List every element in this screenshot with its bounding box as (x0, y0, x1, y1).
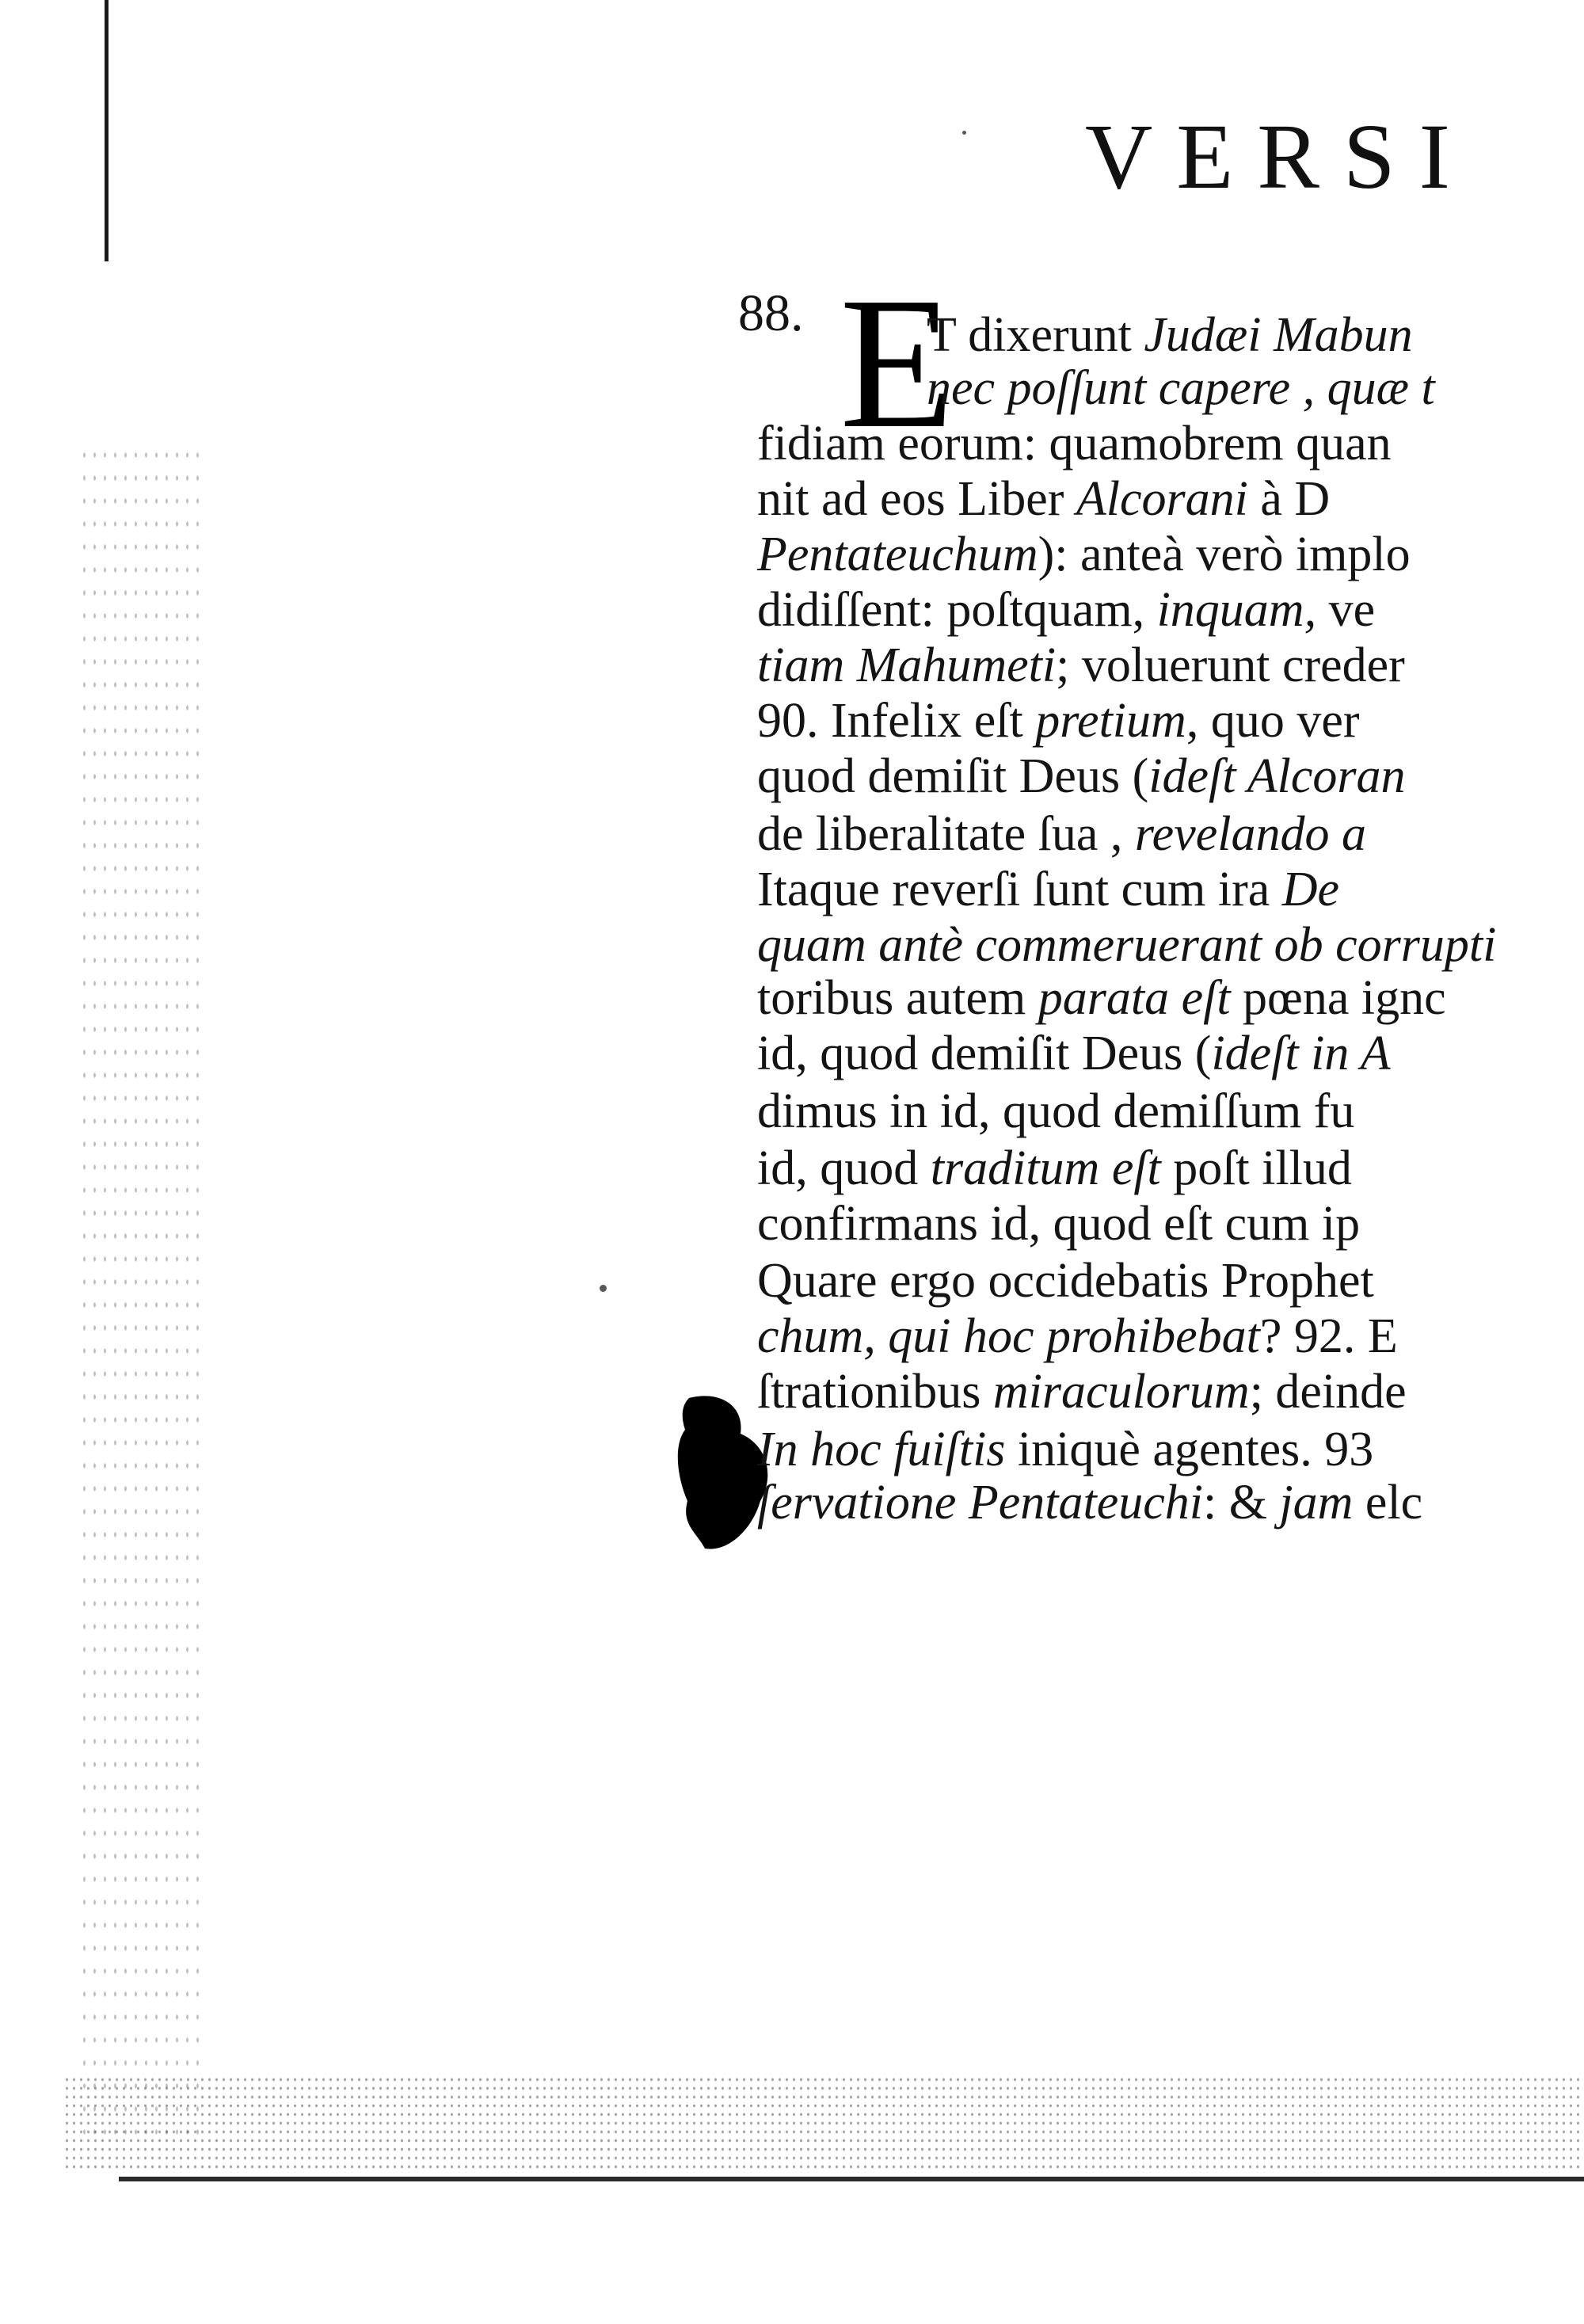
text-line (757, 1253, 1374, 1309)
text-line (757, 1309, 1398, 1365)
text-segment: quam antè commeruerant ob corrupti (757, 918, 1497, 972)
text-segment: Itaque reverſi ſunt cum ira (757, 863, 1282, 916)
text-segment: revelando a (1134, 807, 1366, 861)
text-line (757, 471, 1330, 528)
text-line (757, 1422, 1373, 1478)
text-segment: elc (1353, 1476, 1423, 1530)
text-segment: tiam Mahumeti (757, 638, 1057, 692)
text-segment: ideſt Alcoran (1148, 749, 1406, 803)
text-line (757, 970, 1446, 1027)
bottom-edge-rule (119, 2177, 1584, 2181)
text-segment: inquam, (1156, 583, 1317, 637)
text-segment: iniquè agentes. 93 (1005, 1423, 1374, 1476)
text-line (757, 1084, 1354, 1140)
ink-speck (600, 1285, 607, 1292)
text-segment: parata eſt (1038, 971, 1231, 1025)
text-segment: ideſt in A (1211, 1027, 1391, 1080)
bottom-speckle (63, 2075, 1584, 2170)
text-line (757, 917, 1496, 973)
text-segment: ; voluerunt creder (1056, 638, 1405, 692)
text-segment: confirmans id, quod eſt cum ip (757, 1197, 1361, 1251)
drop-cap: E (840, 259, 955, 467)
text-line (757, 806, 1366, 863)
text-line (757, 1026, 1391, 1082)
text-segment: miraculorum (992, 1365, 1250, 1419)
text-segment: 90. Infelix eſt (757, 694, 1036, 748)
text-segment: à D (1247, 472, 1331, 526)
text-segment: ): anteà verò implo (1038, 528, 1411, 581)
text-segment: Alcorani (1076, 472, 1248, 526)
text-line (757, 416, 1392, 472)
margin-speckle (79, 444, 206, 2147)
text-segment: ve (1316, 583, 1376, 637)
text-line (757, 1196, 1360, 1252)
verse-number: 88. (738, 284, 804, 342)
ink-speck (962, 131, 966, 135)
text-segment: jam (1279, 1476, 1354, 1530)
text-line (927, 360, 1435, 417)
text-line (757, 862, 1339, 918)
text-line (757, 1364, 1407, 1420)
text-segment: fidiam eorum: quamobrem quan (757, 417, 1392, 471)
text-segment: pretium (1035, 694, 1186, 748)
text-segment: Pentateuchum (757, 528, 1038, 581)
text-segment: ſervatione Pentateuchi (757, 1476, 1203, 1530)
text-line (757, 638, 1405, 694)
text-segment: dimus in id, quod demiſſum fu (757, 1084, 1355, 1138)
text-line (757, 1141, 1352, 1197)
text-segment: : & (1202, 1476, 1280, 1530)
text-segment: quod demiſit Deus ( (757, 749, 1149, 803)
text-segment: didiſſent: poſtquam, (757, 583, 1157, 637)
text-segment: ? 92. E (1259, 1309, 1398, 1363)
text-line (757, 527, 1411, 583)
text-segment: In hoc fuiſtis (757, 1423, 1006, 1476)
text-segment: toribus autem (757, 971, 1038, 1025)
text-segment: Judæi Mabun (1144, 308, 1413, 362)
page-heading: VERSI (1085, 105, 1474, 208)
text-segment: poſt illud (1160, 1141, 1352, 1195)
text-segment: Quare ergo occidebatis Prophet (757, 1254, 1374, 1308)
text-segment: T dixerunt (927, 308, 1144, 362)
text-segment: id, quod (757, 1141, 931, 1195)
text-segment: ; deinde (1249, 1365, 1407, 1419)
text-segment: nit ad eos Liber (757, 472, 1076, 526)
text-segment: de liberalitate ſua , (757, 807, 1135, 861)
text-segment: nec poſſunt capere , quæ t (927, 361, 1435, 415)
text-segment: chum, qui hoc prohibebat (757, 1309, 1260, 1363)
text-line (757, 582, 1375, 638)
text-segment: De (1281, 863, 1340, 916)
text-segment: traditum eſt (930, 1141, 1161, 1195)
text-segment: id, quod demiſit Deus ( (757, 1027, 1212, 1080)
text-line (757, 693, 1359, 749)
text-line (757, 749, 1406, 805)
text-segment: , quo ver (1186, 694, 1360, 748)
text-segment: pœna ignc (1230, 971, 1446, 1025)
text-line (757, 1475, 1422, 1531)
text-segment: ſtrationibus (757, 1365, 993, 1419)
left-margin-rule (105, 0, 109, 261)
text-line (927, 307, 1413, 364)
